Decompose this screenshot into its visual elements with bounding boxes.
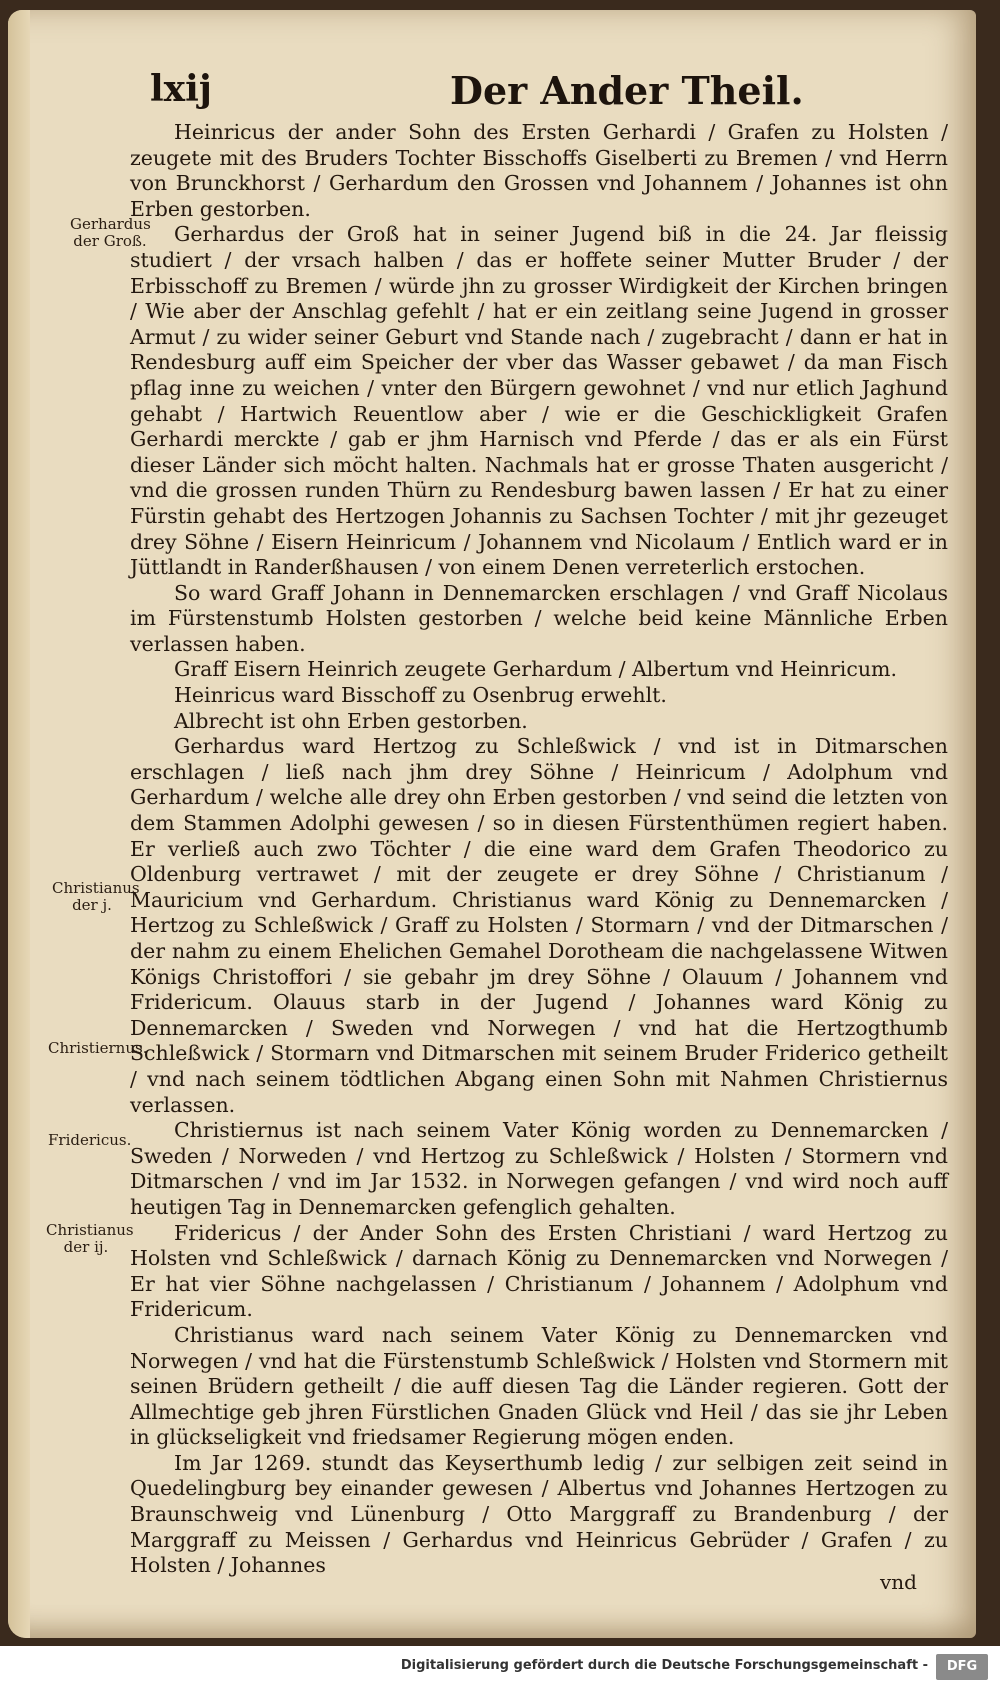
margin-note: Christianus der j. bbox=[52, 879, 140, 914]
catchword: vnd bbox=[880, 1570, 917, 1594]
paragraph: Gerhardus der Groß hat in seiner Jugend biß in die 24. Jar fleissig studiert / der vrsach halben / das er hoffete seiner Mutter Bruder / der Erbisschoff zu Bremen / würde jhn zu grosser Wirdigkeit der Kirchen bringen / Wie aber der Anschlag gefehlt / hat er ein zeitlang seine Jugend in grosser Armut / zu wider seiner Geburt vnd Stande nach / zugebracht / dann er hat in Rendesburg auff eim Speicher der vber das Wasser gebawet / da man Fisch pflag inne zu weichen / vnter den Bürgern gewohnet / vnd nur etlich Jaghund gehabt / Hartwich Reuentlow aber / wie er die Geschickligkeit Grafen Gerhardi merckte / gab er jhm Harnisch vnd Pferde / das er als ein Fürst dieser Länder sich möcht halten. Nachmals hat er grosse Thaten ausgericht / vnd die grossen runden Thürn zu Rendesburg bawen lassen / Er hat zu einer Fürstin gehabt des Hertzogen Johannis zu Sachsen Tochter / mit jhr gezeuget drey Söhne / Eisern Heinricum / Johannem vnd Nicolaum / Entlich ward er in Jüttlandt in Randerßhausen / von einem Denen verreterlich erstochen. bbox=[130, 222, 948, 580]
paragraph: Im Jar 1269. stundt das Keyserthumb ledig / zur selbigen zeit seind in Quedelingburg bey einander gewesen / Albertus vnd Johannes Hertzogen zu Braunschweig vnd Lünenburg / Otto Marggraff zu Brandenburg / der Marggraff zu Meissen / Gerhardus vnd Heinricus Gebrüder / Grafen / zu Holsten / Johannes bbox=[130, 1450, 948, 1578]
paragraph: Albrecht ist ohn Erben gestorben. bbox=[174, 708, 528, 733]
paragraph: Christiernus ist nach seinem Vater König worden zu Dennemarcken / Sweden / Norweden / vnd Hertzog zu Schleßwick / Holsten / Stormern vnd Ditmarschen / vnd im Jar 1532. in Norwegen gefangen / vnd wird noch auff heutigen Tag in Dennemarcken gefenglich gehalten. bbox=[130, 1118, 948, 1219]
folio-number: lxij bbox=[150, 68, 212, 110]
paragraph: Gerhardus ward Hertzog zu Schleßwick / vnd ist in Ditmarschen erschlagen / ließ nach jhm drey Söhne / Heinricum / Adolphum vnd Gerhardum / welche alle drey ohn Erben gestorben / vnd seind die letzten von dem Stammen Adolphi gewesen / so in diesen Fürstenthümen regiert haben. Er verließ auch zwo Töchter / die eine ward dem Grafen Theodorico zu Oldenburg vertrawet / mit der zeugete er drey Söhne / Christianum / Mauricium vnd Gerhardum. Christianus ward König zu Dennemarcken / Hertzog zu Schleßwick / Graff zu Holsten / Stormarn / vnd der Ditmarschen / der nahm zu einem Ehelichen Gemahel Dorotheam die nachgelassene Witwen Königs Christoffori / sie gebahr jm drey Söhne / Olauum / Johannem vnd Fridericum. Olauus starb in der Jugend / Johannes ward König zu Dennemarcken / Sweden vnd Norwegen / vnd hat die Hertzogthumb Schleßwick / Stormarn vnd Ditmarschen mit seinem Bruder Friderico getheilt / vnd nach seinem tödtlichen Abgang einen Sohn mit Nahmen Christiernus verlassen. bbox=[130, 734, 948, 1117]
body-text bbox=[130, 120, 948, 1579]
margin-note: Fridericus. bbox=[48, 1131, 132, 1149]
footer-bar bbox=[0, 1646, 1000, 1689]
paragraph: So ward Graff Johann in Dennemarcken erschlagen / vnd Graff Nicolaus im Fürstenstumb Holsten gestorben / welche beid keine Männliche Erben verlassen haben. bbox=[130, 580, 948, 656]
margin-note: Christiernus. bbox=[48, 1039, 148, 1057]
margin-note: Christianus der ij. bbox=[46, 1221, 134, 1256]
running-title: Der Ander Theil. bbox=[450, 68, 804, 113]
footer-credit: Digitalisierung gefördert durch die Deutsche Forschungsgemeinschaft - bbox=[400, 1658, 928, 1673]
paragraph: Heinricus der ander Sohn des Ersten Gerhardi / Grafen zu Holsten / zeugete mit des Bruders Tochter Bisschoffs Giselberti zu Bremen / vnd Herrn von Brunckhorst / Gerhardum den Grossen vnd Johannem / Johannes ist ohn Erben gestorben. bbox=[130, 120, 948, 221]
paragraph: Fridericus / der Ander Sohn des Ersten Christiani / ward Hertzog zu Holsten vnd Schleßwick / darnach König zu Dennemarcken vnd Norwegen / Er hat vier Söhne nachgelassen / Christianum / Johannem / Adolphum vnd Fridericum. bbox=[130, 1220, 948, 1322]
margin-note: Gerhardus der Groß. bbox=[70, 215, 151, 250]
page-header bbox=[150, 68, 930, 120]
paragraph: Graff Eisern Heinrich zeugete Gerhardum / Albertum vnd Heinricum. bbox=[174, 657, 898, 682]
paragraph: Christianus ward nach seinem Vater König zu Dennemarcken vnd Norwegen / vnd hat die Fürstenstumb Schleßwick / Holsten vnd Stormern mit seinen Brüdern getheilt / die auff diesen Tag die Länder regieren. Gott der Allmechtige geb jhren Fürstlichen Gnaden Glück vnd Heil / das sie jhr Leben in glückseligkeit vnd friedsamer Regierung mögen enden. bbox=[130, 1322, 948, 1450]
page-edge bbox=[8, 10, 30, 1638]
paragraph: Heinricus ward Bisschoff zu Osenbrug erwehlt. bbox=[174, 683, 667, 708]
dfg-logo-icon: DFG bbox=[936, 1654, 988, 1680]
